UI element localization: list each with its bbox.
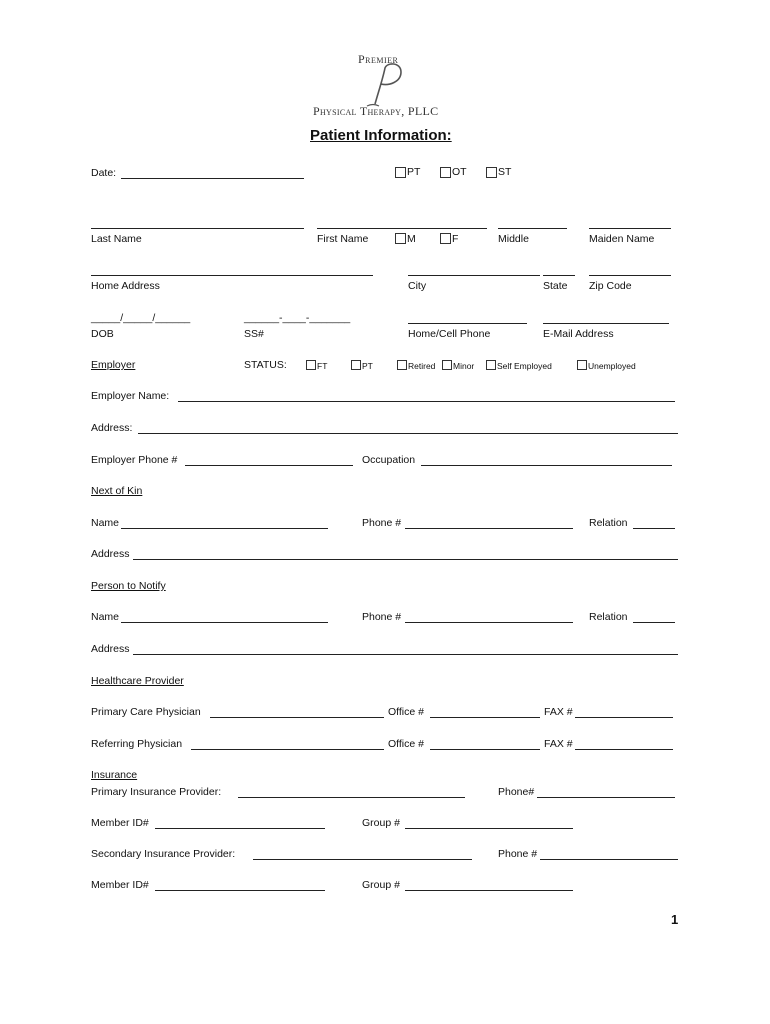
notify-address-label: Address bbox=[91, 643, 130, 655]
retired-checkbox[interactable] bbox=[397, 360, 407, 370]
pt-status-checkbox[interactable] bbox=[351, 360, 361, 370]
home-address-label: Home Address bbox=[91, 280, 160, 292]
kin-phone-field[interactable] bbox=[405, 528, 573, 529]
email-field[interactable] bbox=[543, 323, 669, 324]
primary-physician-label: Primary Care Physician bbox=[91, 706, 201, 718]
kin-name-field[interactable] bbox=[121, 528, 328, 529]
ssn-label: SS# bbox=[244, 328, 264, 340]
middle-label: Middle bbox=[498, 233, 529, 245]
date-field[interactable] bbox=[121, 178, 304, 179]
group1-field[interactable] bbox=[405, 828, 573, 829]
st-checkbox[interactable] bbox=[486, 167, 497, 178]
referring-fax-label: FAX # bbox=[544, 738, 573, 750]
notify-address-field[interactable] bbox=[133, 654, 678, 655]
page-title: Patient Information: bbox=[310, 127, 452, 144]
employer-name-label: Employer Name: bbox=[91, 390, 170, 402]
referring-fax-field[interactable] bbox=[575, 749, 673, 750]
st-label: ST bbox=[498, 166, 512, 178]
group2-field[interactable] bbox=[405, 890, 573, 891]
notify-phone-field[interactable] bbox=[405, 622, 573, 623]
referring-office-label: Office # bbox=[388, 738, 424, 750]
person-to-notify-heading: Person to Notify bbox=[91, 580, 166, 592]
primary-fax-label: FAX # bbox=[544, 706, 573, 718]
state-field[interactable] bbox=[543, 275, 575, 276]
last-name-label: Last Name bbox=[91, 233, 142, 245]
zip-code-field[interactable] bbox=[589, 275, 671, 276]
next-of-kin-heading: Next of Kin bbox=[91, 485, 143, 497]
female-checkbox[interactable] bbox=[440, 233, 451, 244]
logo-premier: Premier bbox=[358, 52, 399, 66]
employer-address-field[interactable] bbox=[138, 433, 678, 434]
kin-address-field[interactable] bbox=[133, 559, 678, 560]
employer-phone-label: Employer Phone # bbox=[91, 454, 178, 466]
notify-phone-label: Phone # bbox=[362, 611, 402, 623]
ssn-field[interactable]: ______-____-_______ bbox=[244, 312, 351, 324]
pt-checkbox[interactable] bbox=[395, 167, 406, 178]
last-name-field[interactable] bbox=[91, 228, 304, 229]
notify-name-label: Name bbox=[91, 611, 120, 623]
unemployed-checkbox[interactable] bbox=[577, 360, 587, 370]
insurance-phone2-field[interactable] bbox=[540, 859, 678, 860]
occupation-label: Occupation bbox=[362, 454, 416, 466]
employer-address-label: Address: bbox=[91, 422, 133, 434]
self-employed-label: Self Employed bbox=[497, 361, 552, 371]
kin-relation-label: Relation bbox=[589, 517, 628, 529]
insurance-phone1-label: Phone# bbox=[498, 786, 535, 798]
retired-label: Retired bbox=[408, 361, 436, 371]
page-number: 1 bbox=[671, 912, 679, 927]
pt-status-label: PT bbox=[362, 361, 373, 371]
ot-label: OT bbox=[452, 166, 467, 178]
insurance-phone2-label: Phone # bbox=[498, 848, 538, 860]
employer-phone-field[interactable] bbox=[185, 465, 353, 466]
email-label: E-Mail Address bbox=[543, 328, 614, 340]
maiden-name-label: Maiden Name bbox=[589, 233, 655, 245]
member-id1-field[interactable] bbox=[155, 828, 325, 829]
dob-field[interactable]: _____/_____/______ bbox=[91, 312, 191, 324]
referring-physician-field[interactable] bbox=[191, 749, 384, 750]
healthcare-provider-heading: Healthcare Provider bbox=[91, 675, 184, 687]
primary-physician-field[interactable] bbox=[210, 717, 384, 718]
male-checkbox[interactable] bbox=[395, 233, 406, 244]
notify-relation-label: Relation bbox=[589, 611, 628, 623]
notify-name-field[interactable] bbox=[121, 622, 328, 623]
pt-label: PT bbox=[407, 166, 421, 178]
first-name-field[interactable] bbox=[317, 228, 487, 229]
occupation-field[interactable] bbox=[421, 465, 672, 466]
secondary-insurance-field[interactable] bbox=[253, 859, 472, 860]
dob-label: DOB bbox=[91, 328, 114, 340]
group1-label: Group # bbox=[362, 817, 400, 829]
member-id1-label: Member ID# bbox=[91, 817, 149, 829]
referring-physician-label: Referring Physician bbox=[91, 738, 183, 750]
self-employed-checkbox[interactable] bbox=[486, 360, 496, 370]
state-label: State bbox=[543, 280, 568, 292]
zip-code-label: Zip Code bbox=[589, 280, 632, 292]
primary-insurance-label: Primary Insurance Provider: bbox=[91, 786, 222, 798]
female-label: F bbox=[452, 233, 459, 245]
employer-name-field[interactable] bbox=[178, 401, 675, 402]
insurance-phone1-field[interactable] bbox=[537, 797, 675, 798]
minor-label: Minor bbox=[453, 361, 475, 371]
primary-insurance-field[interactable] bbox=[238, 797, 465, 798]
logo-company-name: Physical Therapy, PLLC bbox=[313, 104, 439, 118]
date-label: Date: bbox=[91, 167, 117, 179]
phone-field[interactable] bbox=[408, 323, 527, 324]
male-label: M bbox=[407, 233, 416, 245]
status-label: STATUS: bbox=[244, 359, 287, 371]
ft-checkbox[interactable] bbox=[306, 360, 316, 370]
primary-office-field[interactable] bbox=[430, 717, 540, 718]
kin-name-label: Name bbox=[91, 517, 120, 529]
primary-fax-field[interactable] bbox=[575, 717, 673, 718]
group2-label: Group # bbox=[362, 879, 400, 891]
middle-name-field[interactable] bbox=[498, 228, 567, 229]
city-field[interactable] bbox=[408, 275, 540, 276]
first-name-label: First Name bbox=[317, 233, 369, 245]
unemployed-label: Unemployed bbox=[588, 361, 636, 371]
employer-heading: Employer bbox=[91, 359, 136, 371]
phone-label: Home/Cell Phone bbox=[408, 328, 491, 340]
kin-address-label: Address bbox=[91, 548, 130, 560]
primary-office-label: Office # bbox=[388, 706, 424, 718]
kin-phone-label: Phone # bbox=[362, 517, 402, 529]
logo-monogram-icon bbox=[361, 60, 409, 110]
referring-office-field[interactable] bbox=[430, 749, 540, 750]
maiden-name-field[interactable] bbox=[589, 228, 671, 229]
member-id2-field[interactable] bbox=[155, 890, 325, 891]
home-address-field[interactable] bbox=[91, 275, 373, 276]
kin-relation-field[interactable] bbox=[633, 528, 675, 529]
ft-label: FT bbox=[317, 361, 328, 371]
secondary-insurance-label: Secondary Insurance Provider: bbox=[91, 848, 236, 860]
insurance-heading: Insurance bbox=[91, 769, 138, 781]
minor-checkbox[interactable] bbox=[442, 360, 452, 370]
ot-checkbox[interactable] bbox=[440, 167, 451, 178]
city-label: City bbox=[408, 280, 427, 292]
notify-relation-field[interactable] bbox=[633, 622, 675, 623]
member-id2-label: Member ID# bbox=[91, 879, 149, 891]
